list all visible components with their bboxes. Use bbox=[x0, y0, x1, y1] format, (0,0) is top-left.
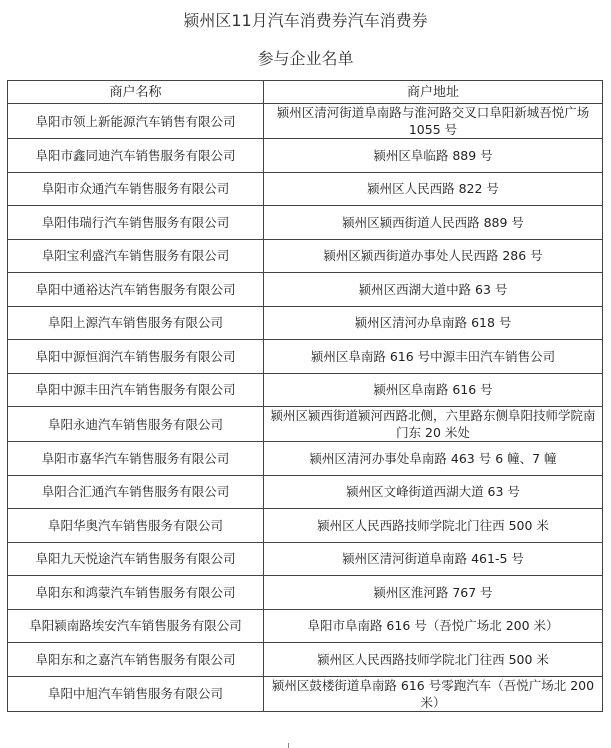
table-row bbox=[8, 104, 603, 139]
merchant-address: 颍州区清河办事处阜南路 463 号 6 幢、7 幢 bbox=[264, 442, 603, 476]
merchant-address: 颍州区阜南路 616 号 bbox=[264, 373, 603, 407]
merchant-address: 颍州区清河办阜南路 618 号 bbox=[264, 306, 603, 340]
merchant-address: 颍州区文峰街道西湖大道 63 号 bbox=[264, 475, 603, 509]
table-row bbox=[8, 172, 603, 206]
table-row bbox=[8, 576, 603, 610]
table-row bbox=[8, 340, 603, 374]
merchant-name: 阜阳宝利盛汽车销售服务有限公司 bbox=[8, 239, 264, 273]
merchant-name: 阜阳华奥汽车销售服务有限公司 bbox=[8, 509, 264, 543]
merchant-name: 阜阳市鑫同迪汽车销售服务有限公司 bbox=[8, 139, 264, 173]
table-row bbox=[8, 239, 603, 273]
table-header-row bbox=[8, 81, 603, 104]
page-edge-mark bbox=[288, 743, 289, 748]
header-merchant-name: 商户名称 bbox=[8, 81, 264, 104]
table-row bbox=[8, 206, 603, 240]
table-row bbox=[8, 407, 603, 442]
merchant-address: 颍州区西湖大道中路 63 号 bbox=[264, 273, 603, 307]
merchant-address: 颍州区清河街道阜南路 461-5 号 bbox=[264, 542, 603, 576]
table-row bbox=[8, 509, 603, 543]
merchant-name: 阜阳东和鸿蒙汽车销售服务有限公司 bbox=[8, 576, 264, 610]
merchant-name: 阜阳上源汽车销售服务有限公司 bbox=[8, 306, 264, 340]
merchant-address: 颍州区阜南路 616 号中源丰田汽车销售公司 bbox=[264, 340, 603, 374]
merchant-name: 阜阳九天悦途汽车销售服务有限公司 bbox=[8, 542, 264, 576]
merchant-table bbox=[7, 80, 603, 712]
page-subtitle: 参与企业名单 bbox=[257, 49, 354, 68]
table-row bbox=[8, 373, 603, 407]
merchant-address: 颍州区鼓楼街道阜南路 616 号零跑汽车（吾悦广场北 200 米） bbox=[264, 676, 603, 711]
merchant-address: 阜阳市阜南路 616 号（吾悦广场北 200 米） bbox=[264, 609, 603, 643]
merchant-name: 阜阳市嘉华汽车销售服务有限公司 bbox=[8, 442, 264, 476]
merchant-address: 颍州区颍西街道办事处人民西路 286 号 bbox=[264, 239, 603, 273]
merchant-name: 阜阳市众通汽车销售服务有限公司 bbox=[8, 172, 264, 206]
table-row bbox=[8, 442, 603, 476]
merchant-address: 颍州区淮河路 767 号 bbox=[264, 576, 603, 610]
merchant-name: 阜阳中旭汽车销售服务有限公司 bbox=[8, 676, 264, 711]
merchant-name: 阜阳颍南路埃安汽车销售服务有限公司 bbox=[8, 609, 264, 643]
table-row bbox=[8, 475, 603, 509]
table-row bbox=[8, 273, 603, 307]
table-row bbox=[8, 306, 603, 340]
merchant-address: 颍州区阜临路 889 号 bbox=[264, 139, 603, 173]
table-row bbox=[8, 643, 603, 677]
merchant-name: 阜阳东和之嘉汽车销售服务有限公司 bbox=[8, 643, 264, 677]
merchant-address: 颍州区人民西路技师学院北门往西 500 米 bbox=[264, 643, 603, 677]
merchant-address: 颍州区清河街道阜南路与淮河路交叉口阜阳新城吾悦广场 1055 号 bbox=[264, 104, 603, 139]
merchant-name: 阜阳合汇通汽车销售服务有限公司 bbox=[8, 475, 264, 509]
table-row bbox=[8, 676, 603, 711]
table-row bbox=[8, 609, 603, 643]
table-row bbox=[8, 542, 603, 576]
merchant-address: 颍州区人民西路 822 号 bbox=[264, 172, 603, 206]
merchant-name: 阜阳永迪汽车销售服务有限公司 bbox=[8, 407, 264, 442]
merchant-address: 颍州区人民西路技师学院北门往西 500 米 bbox=[264, 509, 603, 543]
merchant-name: 阜阳中源丰田汽车销售服务有限公司 bbox=[8, 373, 264, 407]
merchant-name: 阜阳市领上新能源汽车销售有限公司 bbox=[8, 104, 264, 139]
merchant-name: 阜阳中通裕达汽车销售服务有限公司 bbox=[8, 273, 264, 307]
merchant-name: 阜阳中源恒润汽车销售服务有限公司 bbox=[8, 340, 264, 374]
table-row bbox=[8, 139, 603, 173]
header-merchant-address: 商户地址 bbox=[264, 81, 603, 104]
merchant-address: 颍州区颍西街道颍河西路北侧，六里路东侧阜阳技师学院南门东 20 米处 bbox=[264, 407, 603, 442]
merchant-name: 阜阳伟瑞行汽车销售服务有限公司 bbox=[8, 206, 264, 240]
merchant-address: 颍州区颍西街道人民西路 889 号 bbox=[264, 206, 603, 240]
page-title: 颍州区11月汽车消费券汽车消费券 bbox=[183, 11, 428, 30]
